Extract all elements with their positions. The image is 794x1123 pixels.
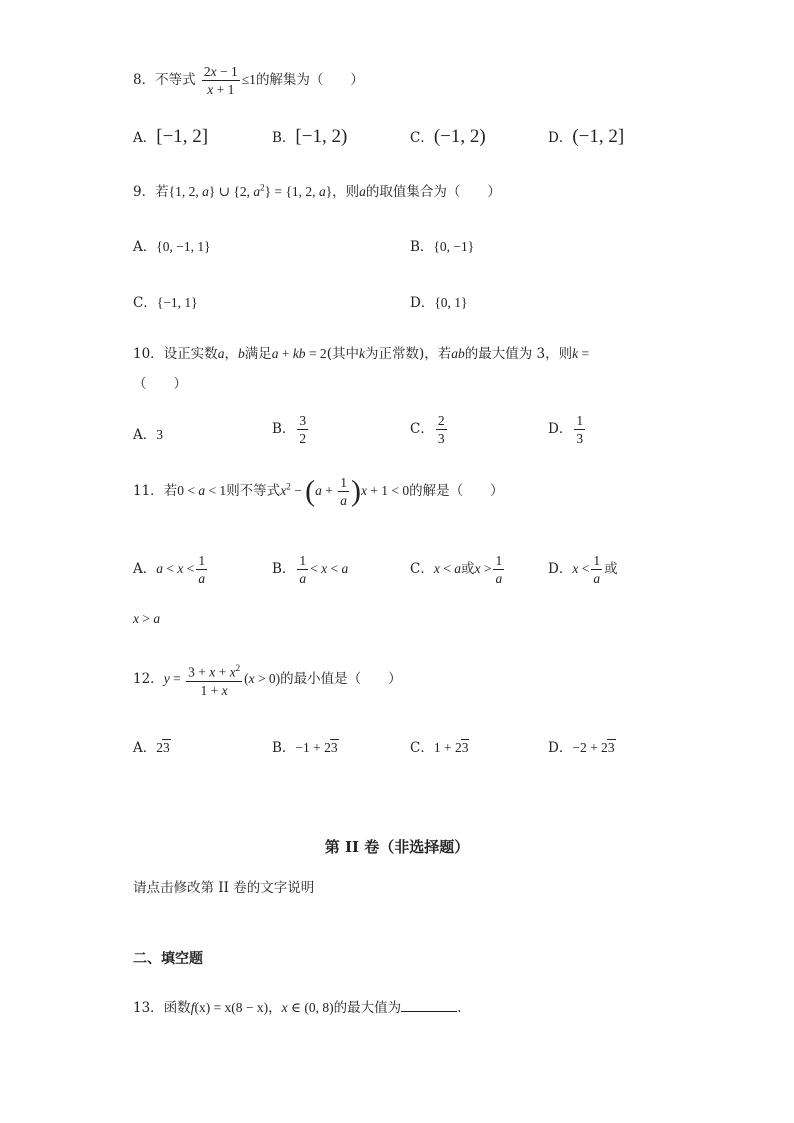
option-a[interactable]: A．[−1, 2] xyxy=(133,126,209,147)
question-8: 8．不等式 $\frac{2x - 1}{x + 1}$ ≤1的解集为（ ） xyxy=(133,64,364,97)
answer-paren: （ ） xyxy=(133,376,187,392)
option-a[interactable]: A．a < x < $\frac{1}{a}$ xyxy=(133,553,206,586)
question-13: 13．函数f(x) = x(8 − x)，x ∈ (0, 8)的最大值为 . xyxy=(133,1000,462,1016)
option-c[interactable]: C． $\frac{2}{3}$ xyxy=(410,413,445,446)
option-d[interactable]: D． $\frac{1}{3}$ xyxy=(548,413,584,446)
answer-blank[interactable] xyxy=(401,999,457,1012)
option-b[interactable]: B．{0, −1} xyxy=(410,239,475,255)
question-11: 11．若0 < a < 1则不等式$x^2 - (a$ + $\frac{1}{a}$ )x + 1 < 0的解是（ ） xyxy=(133,474,504,508)
option-c[interactable]: C．1 + 23 xyxy=(410,740,469,756)
option-b[interactable]: B．−1 + 23 xyxy=(272,740,338,756)
option-b[interactable]: B． $\frac{3}{2}$ xyxy=(272,413,307,446)
option-b[interactable]: B． $\frac{1}{a}$ < x < a xyxy=(272,553,349,586)
part-description[interactable]: 请点击修改第 II 卷的文字说明 xyxy=(133,880,315,896)
option-d[interactable]: D．(−1, 2] xyxy=(548,126,625,147)
question-number: 8． xyxy=(133,72,156,88)
question-12: 12．y = $\frac{3 + x + x^2}{1 + x}$ (x > 0)的最小值是（ ） xyxy=(133,660,402,699)
fraction: $\frac{2x - 1}{x + 1}$ xyxy=(203,64,238,97)
question-9: 9．若{1, 2, a} ∪ {2, $a^2\} = \{1$, 2, a}，则a的取值集合为（ ） xyxy=(133,182,501,200)
option-c[interactable]: C．{−1, 1} xyxy=(133,295,198,311)
option-a[interactable]: A．{0, −1, 1} xyxy=(133,239,211,255)
part-title: 第 II 卷（非选择题） xyxy=(324,838,470,856)
option-c[interactable]: C．(−1, 2) xyxy=(410,126,486,147)
option-d-continued: x > a xyxy=(133,611,161,626)
question-10: 10．设正实数a，b满足a + kb = 2(其中k为正常数)，若ab的最大值为 3，则k = xyxy=(133,346,590,362)
option-d[interactable]: D．{0, 1} xyxy=(410,295,468,311)
option-a[interactable]: A．3 xyxy=(133,427,163,443)
option-c[interactable]: C．x < a或x > $\frac{1}{a}$ xyxy=(410,553,503,586)
section-title: 二、填空题 xyxy=(133,951,203,967)
option-d[interactable]: D．x < $\frac{1}{a}$ 或 xyxy=(548,553,618,586)
option-b[interactable]: B．[−1, 2) xyxy=(272,126,348,147)
option-d[interactable]: D．−2 + 23 xyxy=(548,740,615,756)
option-a[interactable]: A．23 xyxy=(133,740,170,756)
